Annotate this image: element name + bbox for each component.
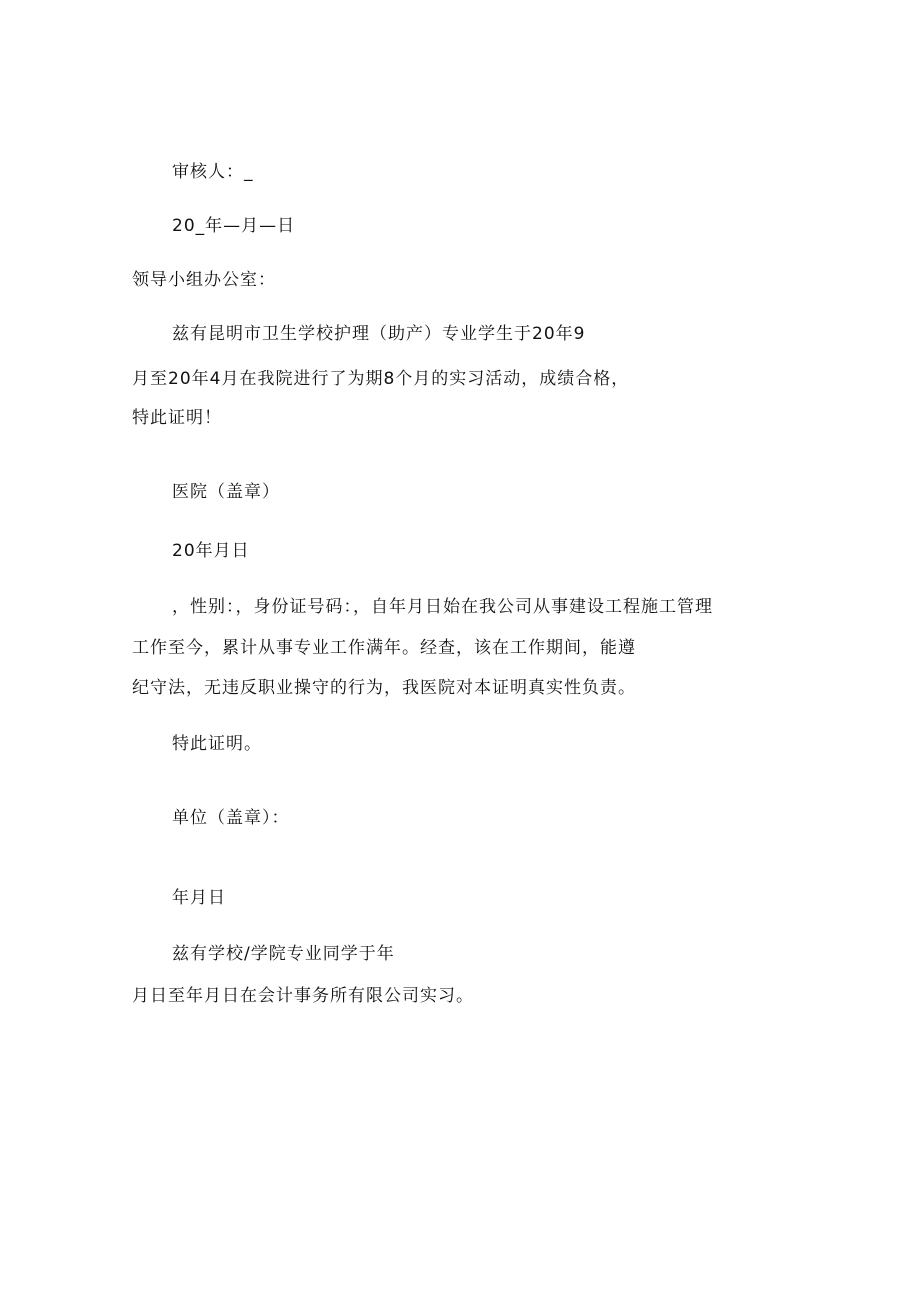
addressee-line: 领导小组办公室： xyxy=(132,270,276,290)
reviewer-line: 审核人：_ xyxy=(172,162,254,182)
cert2-line-2: 工作至今，累计从事专业工作满年。经查，该在工作期间，能遵 xyxy=(132,638,636,658)
cert1-line-3: 特此证明！ xyxy=(132,408,222,428)
date-line-3: 年月日 xyxy=(172,888,226,908)
cert3-line-2: 月日至年月日在会计事务所有限公司实习。 xyxy=(132,986,474,1006)
cert2-closing: 特此证明。 xyxy=(172,734,262,754)
cert2-line-1: ，性别：，身份证号码：，自年月日始在我公司从事建设工程施工管理 xyxy=(172,597,713,617)
hospital-seal-line: 医院（盖章） xyxy=(172,482,280,502)
cert1-line-2: 月至20年4月在我院进行了为期8个月的实习活动，成绩合格， xyxy=(132,369,630,389)
cert2-line-3: 纪守法，无违反职业操守的行为，我医院对本证明真实性负责。 xyxy=(132,678,636,698)
date-line-2: 20年月日 xyxy=(172,541,250,561)
cert3-line-1: 兹有学校/学院专业同学于年 xyxy=(172,944,395,964)
date-line-1: 20_年—月—日 xyxy=(172,216,296,236)
cert1-line-1: 兹有昆明市卫生学校护理（助产）专业学生于20年9 xyxy=(172,324,586,344)
unit-seal-line: 单位（盖章）： xyxy=(172,808,290,828)
